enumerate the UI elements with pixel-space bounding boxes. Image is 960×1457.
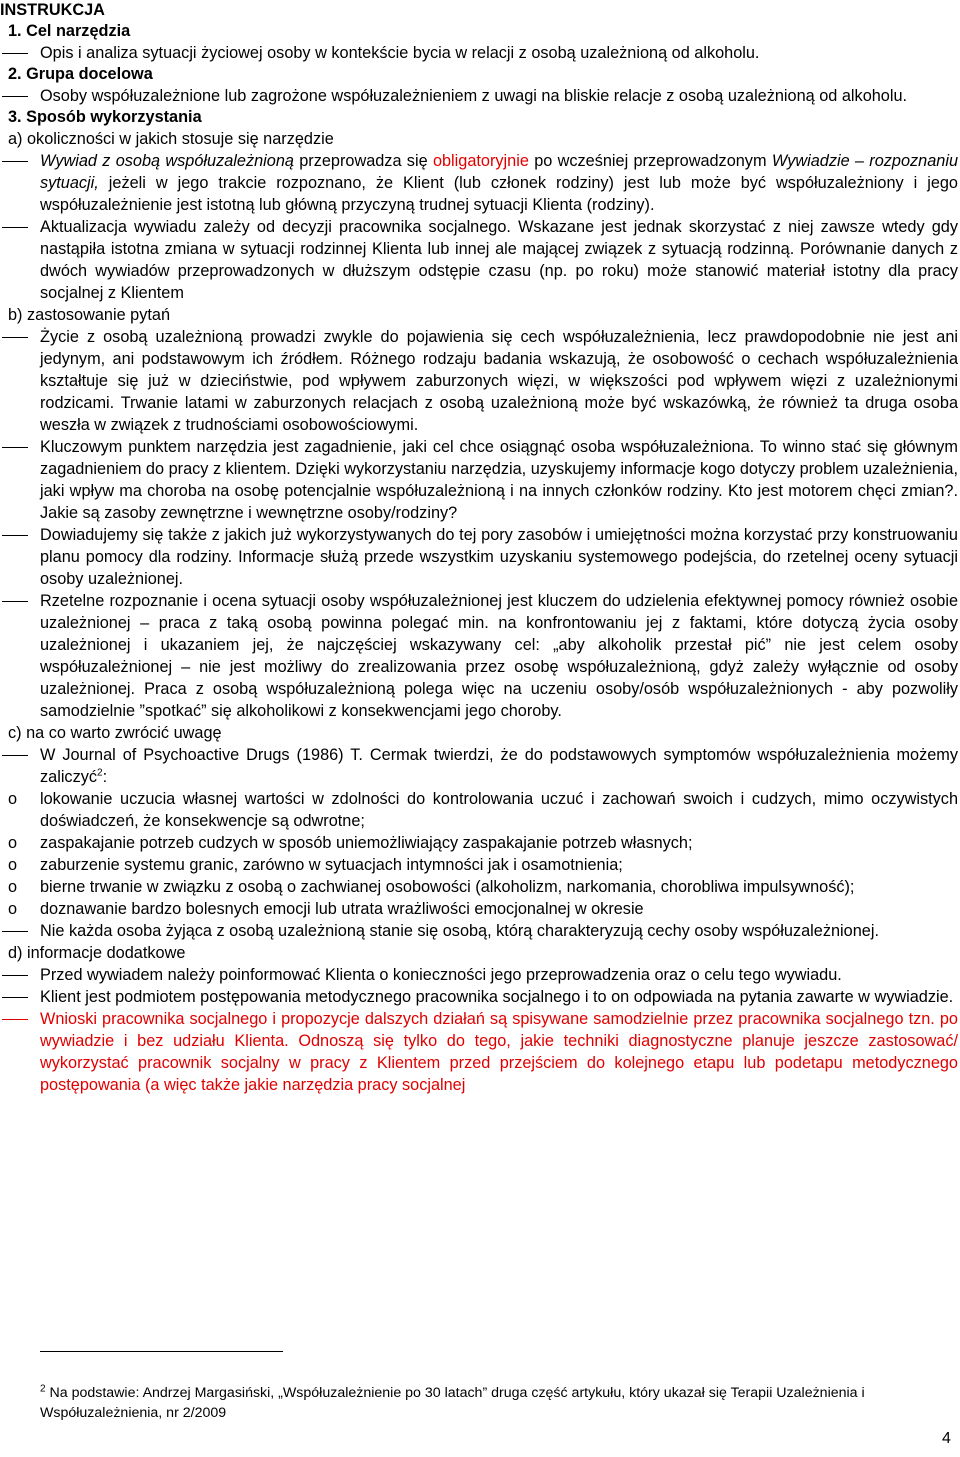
text-run: jeżeli w jego trakcie rozpoznano, że Klient (lub członek rodziny) jest lub może być współuzależniony i jego współuzależnienie jest istotną lub główną przyczyną trudnej sytuacji Klienta (rodziny). [40, 174, 958, 214]
symptom-list-item [8, 832, 958, 854]
subsection-d-item-1: Przed wywiadem należy poinformować Klienta o konieczności jego przeprowadzenia oraz o celu tego wywiadu. [8, 964, 958, 986]
document-heading: INSTRUKCJA [0, 1, 105, 19]
symptom-text: zaburzenie systemu granic, zarówno w sytuacjach intymności jak i osamotnienia; [40, 856, 623, 874]
symptom-list-item [8, 898, 958, 920]
subsection-b-item-1: Życie z osobą uzależnioną prowadzi zwykle do pojawienia się cech współuzależnienia, lecz prawdopodobnie nie jest ani jedynym, ani podstawowym ich źródłem. Różnego rodzaju badania wskazują, że osobowość o cechach współuzależnienia kształtuje się już w dzieciństwie, pod wpływem zaburzonych więzi, w większości pod wpływem więzi z uzależnionymi rodzicami. Trwanie latami w zaburzonych relacjach z osobą uzależnioną może być wskazówką, że również ta druga osoba weszła w związek z trudnościami osobowościowymi. [8, 326, 958, 436]
interview-name: Wywiad z osobą współuzależnioną [40, 152, 294, 170]
subsection-b-item-3: Dowiadujemy się także z jakich już wykorzystywanych do tej pory zasobów i umiejętności można korzystać przy konstruowaniu planu pomocy dla rodziny. Informacje służą przede wszystkim uzyskaniu systemowego podejścia, do rzetelnej oceny sytuacji osoby uzależnionej. [8, 524, 958, 590]
symptom-list-item [8, 788, 958, 832]
symptom-text: lokowanie uczucia własnej wartości w zdolności do kontrolowania uczuć i zachowań swoich i cudzych, mimo oczywistych doświadczeń, że konsekwencje są odwrotne; [40, 790, 958, 830]
subsection-d-label: d) informacje dodatkowe [8, 944, 186, 962]
footnote-number: 2 [40, 1383, 46, 1395]
bullet-marker: o [8, 790, 18, 808]
section-2-item: Osoby współuzależnione lub zagrożone współuzależnieniem z uwagi na bliskie relacje z osobą uzależnioną od alkoholu. [8, 85, 958, 107]
bullet-marker: o [8, 856, 18, 874]
symptom-text: doznawanie bardzo bolesnych emocji lub utrata wrażliwości emocjonalnej w okresie [40, 900, 644, 918]
text-run: W Journal of Psychoactive Drugs (1986) T. Cermak twierdzi, że do podstawowych symptomów współuzależnienia możemy zaliczyć [40, 746, 958, 786]
section-2-title: 2. Grupa docelowa [8, 65, 153, 83]
bullet-marker: o [8, 834, 18, 852]
obligatory-emphasis: obligatoryjnie [432, 152, 529, 170]
subsection-b-item-2: Kluczowym punktem narzędzia jest zagadnienie, jaki cel chce osiągnąć osoba współuzależniona. To winno stać się głównym zagadnieniem do pracy z klientem. Dzięki wykorzystaniu narzędzia, uzyskujemy informacje kogo dotyczy problem uzależnienia, jaki wpływ ma choroba na osobę potencjalnie współuzależnioną i na innych członków rodziny. Kto jest motorem chęci zmian?. Jakie są zasoby zewnętrzne i wewnętrzne osoby/rodziny? [8, 436, 958, 524]
text-run: : [102, 768, 108, 786]
section-1-title: 1. Cel narzędzia [8, 22, 131, 40]
footnote-separator [40, 1351, 283, 1352]
page-number: 4 [942, 1430, 951, 1447]
footnote-reference: 2 [97, 767, 103, 779]
subsection-b-item-4: Rzetelne rozpoznanie i ocena sytuacji osoby współuzależnionej jest kluczem do udzielenia efektywnej pomocy również osobie uzależnionej – praca z taką osobą powinna polegać min. na konfrontowaniu jej z faktami, które dotyczą życia osoby uzależnionej i ukazaniem jej, że najczęściej wskazywany cel: „aby alkoholik przestał pić” nie jest celem osoby współuzależnionej – nie jest możliwy do zrealizowania przez osobę współuzależnioną, gdyż zależy wyłącznie od osoby uzależnionej. Praca z osobą współuzależnioną polega więc na uczeniu osoby/osób współuzależnionych - aby pozwoliły samodzielnie ”spotkać” się alkoholikowi z konsekwencjami jego choroby. [8, 590, 958, 722]
footnote-text: Na podstawie: Andrzej Margasiński, „Współuzależnienie po 30 latach” druga część artykułu, który ukazał się Terapii Uzależnienia i Współuzależnienia, nr 2/2009 [40, 1385, 865, 1421]
subsection-c-item-2: Nie każda osoba żyjąca z osobą uzależnioną stanie się osobą, którą charakteryzują cechy osoby współuzależnionej. [8, 920, 958, 942]
section-1-item: Opis i analiza sytuacji życiowej osoby w kontekście bycia w relacji z osobą uzależnioną od alkoholu. [8, 42, 958, 64]
symptom-text: zaspakajanie potrzeb cudzych w sposób uniemożliwiający zaspakajanie potrzeb własnych; [40, 834, 693, 852]
subsection-a-item-1 [8, 150, 958, 216]
subsection-d-item-2: Klient jest podmiotem postępowania metodycznego pracownika socjalnego i to on odpowiada na pytania zawarte w wywiadzie. [8, 986, 958, 1008]
subsection-a-item-2: Aktualizacja wywiadu zależy od decyzji pracownika socjalnego. Wskazane jest jednak skorzystać z niej zawsze wtedy gdy nastąpiła istotna zmiana w sytuacji rodzinnej Klienta lub innej ale mającej związek z sytuacją rodzinną. Porównanie danych z dwóch wywiadów przeprowadzonych w dłuższym odstępie czasu (np. po roku) może stanowić materiał istotny dla pracy socjalnej z Klientem [8, 216, 958, 304]
subsection-d-item-3-red: Wnioski pracownika socjalnego i propozycje dalszych działań są spisywane samodzielnie przez pracownika socjalnego tzn. po wywiadzie i bez udziału Klienta. Odnoszą się tylko do tego, jakie techniki diagnostyczne planuje jeszcze zastosować/ wykorzystać pracownik socjalny w pracy z Klientem przed przejściem do kolejnego etapu lub podetapu metodycznego postępowania (a więc także jakie narzędzia pracy socjalnej [8, 1008, 958, 1096]
subsection-c-label: c) na co warto zwrócić uwagę [8, 724, 222, 742]
subsection-b-label: b) zastosowanie pytań [8, 306, 171, 324]
subsection-c-item-1 [8, 744, 958, 788]
text-run: po wcześniej przeprowadzonym [528, 152, 772, 170]
bullet-marker: o [8, 878, 18, 896]
symptom-list-item [8, 876, 958, 898]
symptom-text: bierne trwanie w związku z osobą o zachwianej osobowości (alkoholizm, narkomania, chorobliwa impulsywność); [40, 878, 855, 896]
section-3-title: 3. Sposób wykorzystania [8, 108, 202, 126]
text-run: przeprowadza się [293, 152, 433, 170]
symptom-list-item [8, 854, 958, 876]
interview-reference: Wywiadzie – rozpoznaniu sytuacji, [40, 152, 958, 192]
subsection-a-label: a) okoliczności w jakich stosuje się narzędzie [8, 130, 334, 148]
footnote [40, 1383, 958, 1423]
bullet-marker: o [8, 900, 18, 918]
